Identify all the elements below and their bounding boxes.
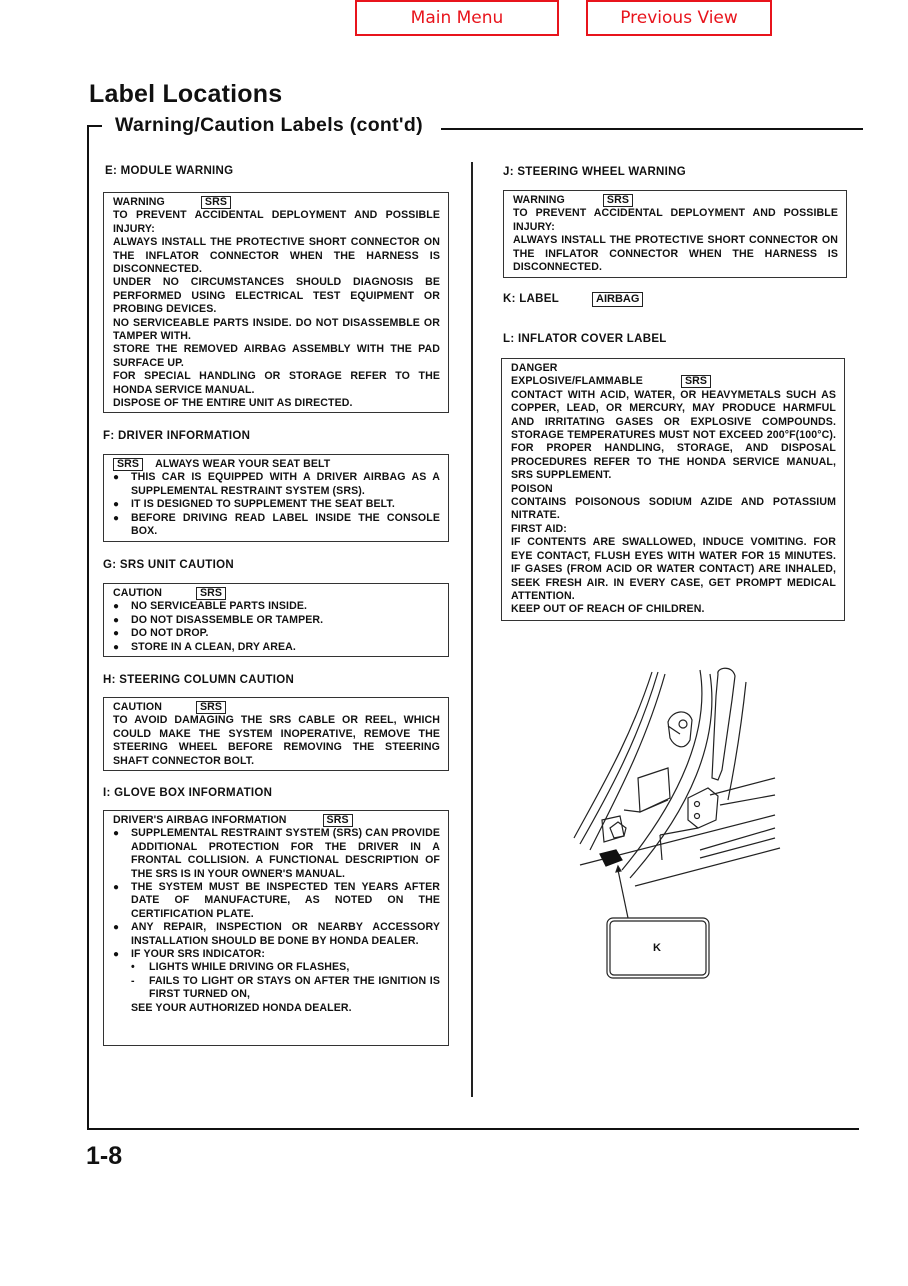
label-line: NO SERVICEABLE PARTS INSIDE. DO NOT DISASSEMBLE OR TAMPER WITH. <box>113 316 440 343</box>
poison-header: POISON <box>511 482 553 495</box>
label-line: CONTAINS POISONOUS SODIUM AZIDE AND POTASSIUM NITRATE. <box>511 496 836 522</box>
srs-tag: SRS <box>323 814 353 827</box>
callout-label-k: K <box>653 942 661 954</box>
column-divider <box>471 162 473 1097</box>
label-line: FOR SPECIAL HANDLING OR STORAGE REFER TO THE HONDA SERVICE MANUAL. <box>113 370 440 396</box>
label-g-box <box>103 583 449 657</box>
label-line: UNDER NO CIRCUMSTANCES SHOULD DIAGNOSIS BE PERFORMED USING ELECTRICAL TEST EQUIPMENT OR PROBING DEVICES. <box>113 276 440 316</box>
frame-line <box>441 128 863 130</box>
label-f-heading: F: DRIVER INFORMATION <box>103 430 251 442</box>
bullet-item: ● BEFORE DRIVING READ LABEL INSIDE THE CONSOLE BOX. <box>113 511 440 538</box>
bullet-item: ● DO NOT DISASSEMBLE OR TAMPER. <box>113 613 324 626</box>
label-header: WARNING <box>113 196 165 208</box>
bullet-item: ● THE SYSTEM MUST BE INSPECTED TEN YEARS AFTER DATE OF MANUFACTURE, AS NOTED ON THE CERTIFICATION PLATE. <box>113 881 440 920</box>
bullet-item: ● SUPPLEMENTAL RESTRAINT SYSTEM (SRS) CAN PROVIDE ADDITIONAL PROTECTION FOR THE DRIVER IN A FRONTAL COLLISION. A FUNCTIONAL DESCRIPTION OF THE SRS IS IN YOUR OWNER'S MANUAL. <box>113 827 440 880</box>
srs-tag: SRS <box>113 458 143 471</box>
door-pillar-illustration <box>560 660 790 990</box>
airbag-tag: AIRBAG <box>592 292 643 307</box>
frame-line <box>87 1128 859 1130</box>
label-line: DISPOSE OF THE ENTIRE UNIT AS DIRECTED. <box>113 397 353 410</box>
label-header: CAUTION <box>113 701 162 713</box>
frame-line <box>88 125 102 127</box>
bullet-item: ● THIS CAR IS EQUIPPED WITH A DRIVER AIRBAG AS A SUPPLEMENTAL RESTRAINT SYSTEM (SRS). <box>113 471 440 497</box>
label-j-heading: J: STEERING WHEEL WARNING <box>503 166 686 178</box>
bullet-item: ● DO NOT DROP. <box>113 627 209 640</box>
srs-tag: SRS <box>196 701 226 714</box>
label-footer: SEE YOUR AUTHORIZED HONDA DEALER. <box>131 1001 352 1014</box>
first-aid-header: FIRST AID: <box>511 522 567 535</box>
label-header: CAUTION <box>113 587 162 599</box>
label-k-heading: K: LABEL <box>503 293 560 305</box>
frame-line <box>87 125 89 1130</box>
label-line: KEEP OUT OF REACH OF CHILDREN. <box>511 603 705 616</box>
section-title: Warning/Caution Labels (cont'd) <box>115 114 423 136</box>
label-l-box <box>501 358 845 621</box>
label-h-heading: H: STEERING COLUMN CAUTION <box>103 674 295 686</box>
label-line: TO PREVENT ACCIDENTAL DEPLOYMENT AND POSSIBLE INJURY: <box>113 209 440 235</box>
label-subheader: EXPLOSIVE/FLAMMABLE <box>511 375 643 388</box>
label-j-box <box>503 190 847 278</box>
page-number: 1-8 <box>86 1142 123 1170</box>
label-line: STORE THE REMOVED AIRBAG ASSEMBLY WITH THE PAD SURFACE UP. <box>113 343 440 369</box>
page-title: Label Locations <box>89 80 283 108</box>
label-header: WARNING <box>513 194 565 206</box>
bullet-item: ● NO SERVICEABLE PARTS INSIDE. <box>113 600 308 613</box>
label-header: DRIVER'S AIRBAG INFORMATION <box>113 814 287 826</box>
srs-tag: SRS <box>681 375 711 388</box>
bullet-item: ● ANY REPAIR, INSPECTION OR NEARBY ACCESSORY INSTALLATION SHOULD BE DONE BY HONDA DEALER. <box>113 921 440 947</box>
label-line: ALWAYS INSTALL THE PROTECTIVE SHORT CONNECTOR ON THE INFLATOR CONNECTOR WHEN THE HARNESS IS DISCONNECTED. <box>513 234 838 274</box>
label-f-box <box>103 454 449 542</box>
label-line: TO AVOID DAMAGING THE SRS CABLE OR REEL, WHICH COULD MAKE THE SYSTEM INOPERATIVE, REMOVE THE STEERING WHEEL BEFORE REMOVING THE STEERING SHAFT CONNECTOR BOLT. <box>113 714 440 767</box>
srs-tag: SRS <box>201 196 231 209</box>
bullet-item: ● STORE IN A CLEAN, DRY AREA. <box>113 640 296 653</box>
main-menu-button[interactable]: Main Menu <box>355 0 559 36</box>
label-line: TO PREVENT ACCIDENTAL DEPLOYMENT AND POSSIBLE INJURY: <box>513 207 838 233</box>
label-i-box <box>103 810 449 1046</box>
sub-bullet-item: - FAILS TO LIGHT OR STAYS ON AFTER THE IGNITION IS FIRST TURNED ON, <box>131 974 440 1001</box>
label-i-heading: I: GLOVE BOX INFORMATION <box>103 787 273 799</box>
label-line: ALWAYS INSTALL THE PROTECTIVE SHORT CONNECTOR ON THE INFLATOR CONNECTOR WHEN THE HARNESS IS DISCONNECTED. <box>113 236 440 276</box>
sub-bullet-item: • LIGHTS WHILE DRIVING OR FLASHES, <box>131 961 350 974</box>
label-e-box <box>103 192 449 413</box>
label-line: CONTACT WITH ACID, WATER, OR HEAVYMETALS SUCH AS COPPER, LEAD, OR MERCURY, MAY PRODUCE HARMFUL AND IRRITATING GASES OR EXPLOSIVE COMPOUNDS. STORAGE TEMPERATURES MUST NOT EXCEED 200°F(100°C). FOR PROPER HANDLING, STORAGE, AND DISPOSAL PROCEDURES REFER TO THE HONDA SERVICE MANUAL, SRS SUPPLEMENT. <box>511 388 836 482</box>
bullet-item: ● IT IS DESIGNED TO SUPPLEMENT THE SEAT BELT. <box>113 498 395 511</box>
label-e-heading: E: MODULE WARNING <box>105 165 234 177</box>
bullet-item: ● IF YOUR SRS INDICATOR: <box>113 948 266 961</box>
label-line: IF CONTENTS ARE SWALLOWED, INDUCE VOMITING. FOR EYE CONTACT, FLUSH EYES WITH WATER FOR 15 MINUTES. IF GASES (FROM ACID OR WATER CONTACT) ARE INHALED, SEEK FRESH AIR. IN EVERY CASE, GET PROMPT MEDICAL ATTENTION. <box>511 536 836 602</box>
label-header: ALWAYS WEAR YOUR SEAT BELT <box>155 458 331 470</box>
previous-view-button[interactable]: Previous View <box>586 0 772 36</box>
label-header: DANGER <box>511 362 558 374</box>
srs-tag: SRS <box>603 194 633 207</box>
label-g-heading: G: SRS UNIT CAUTION <box>103 559 234 571</box>
label-h-box <box>103 697 449 771</box>
srs-tag: SRS <box>196 587 226 600</box>
label-l-heading: L: INFLATOR COVER LABEL <box>503 333 667 345</box>
